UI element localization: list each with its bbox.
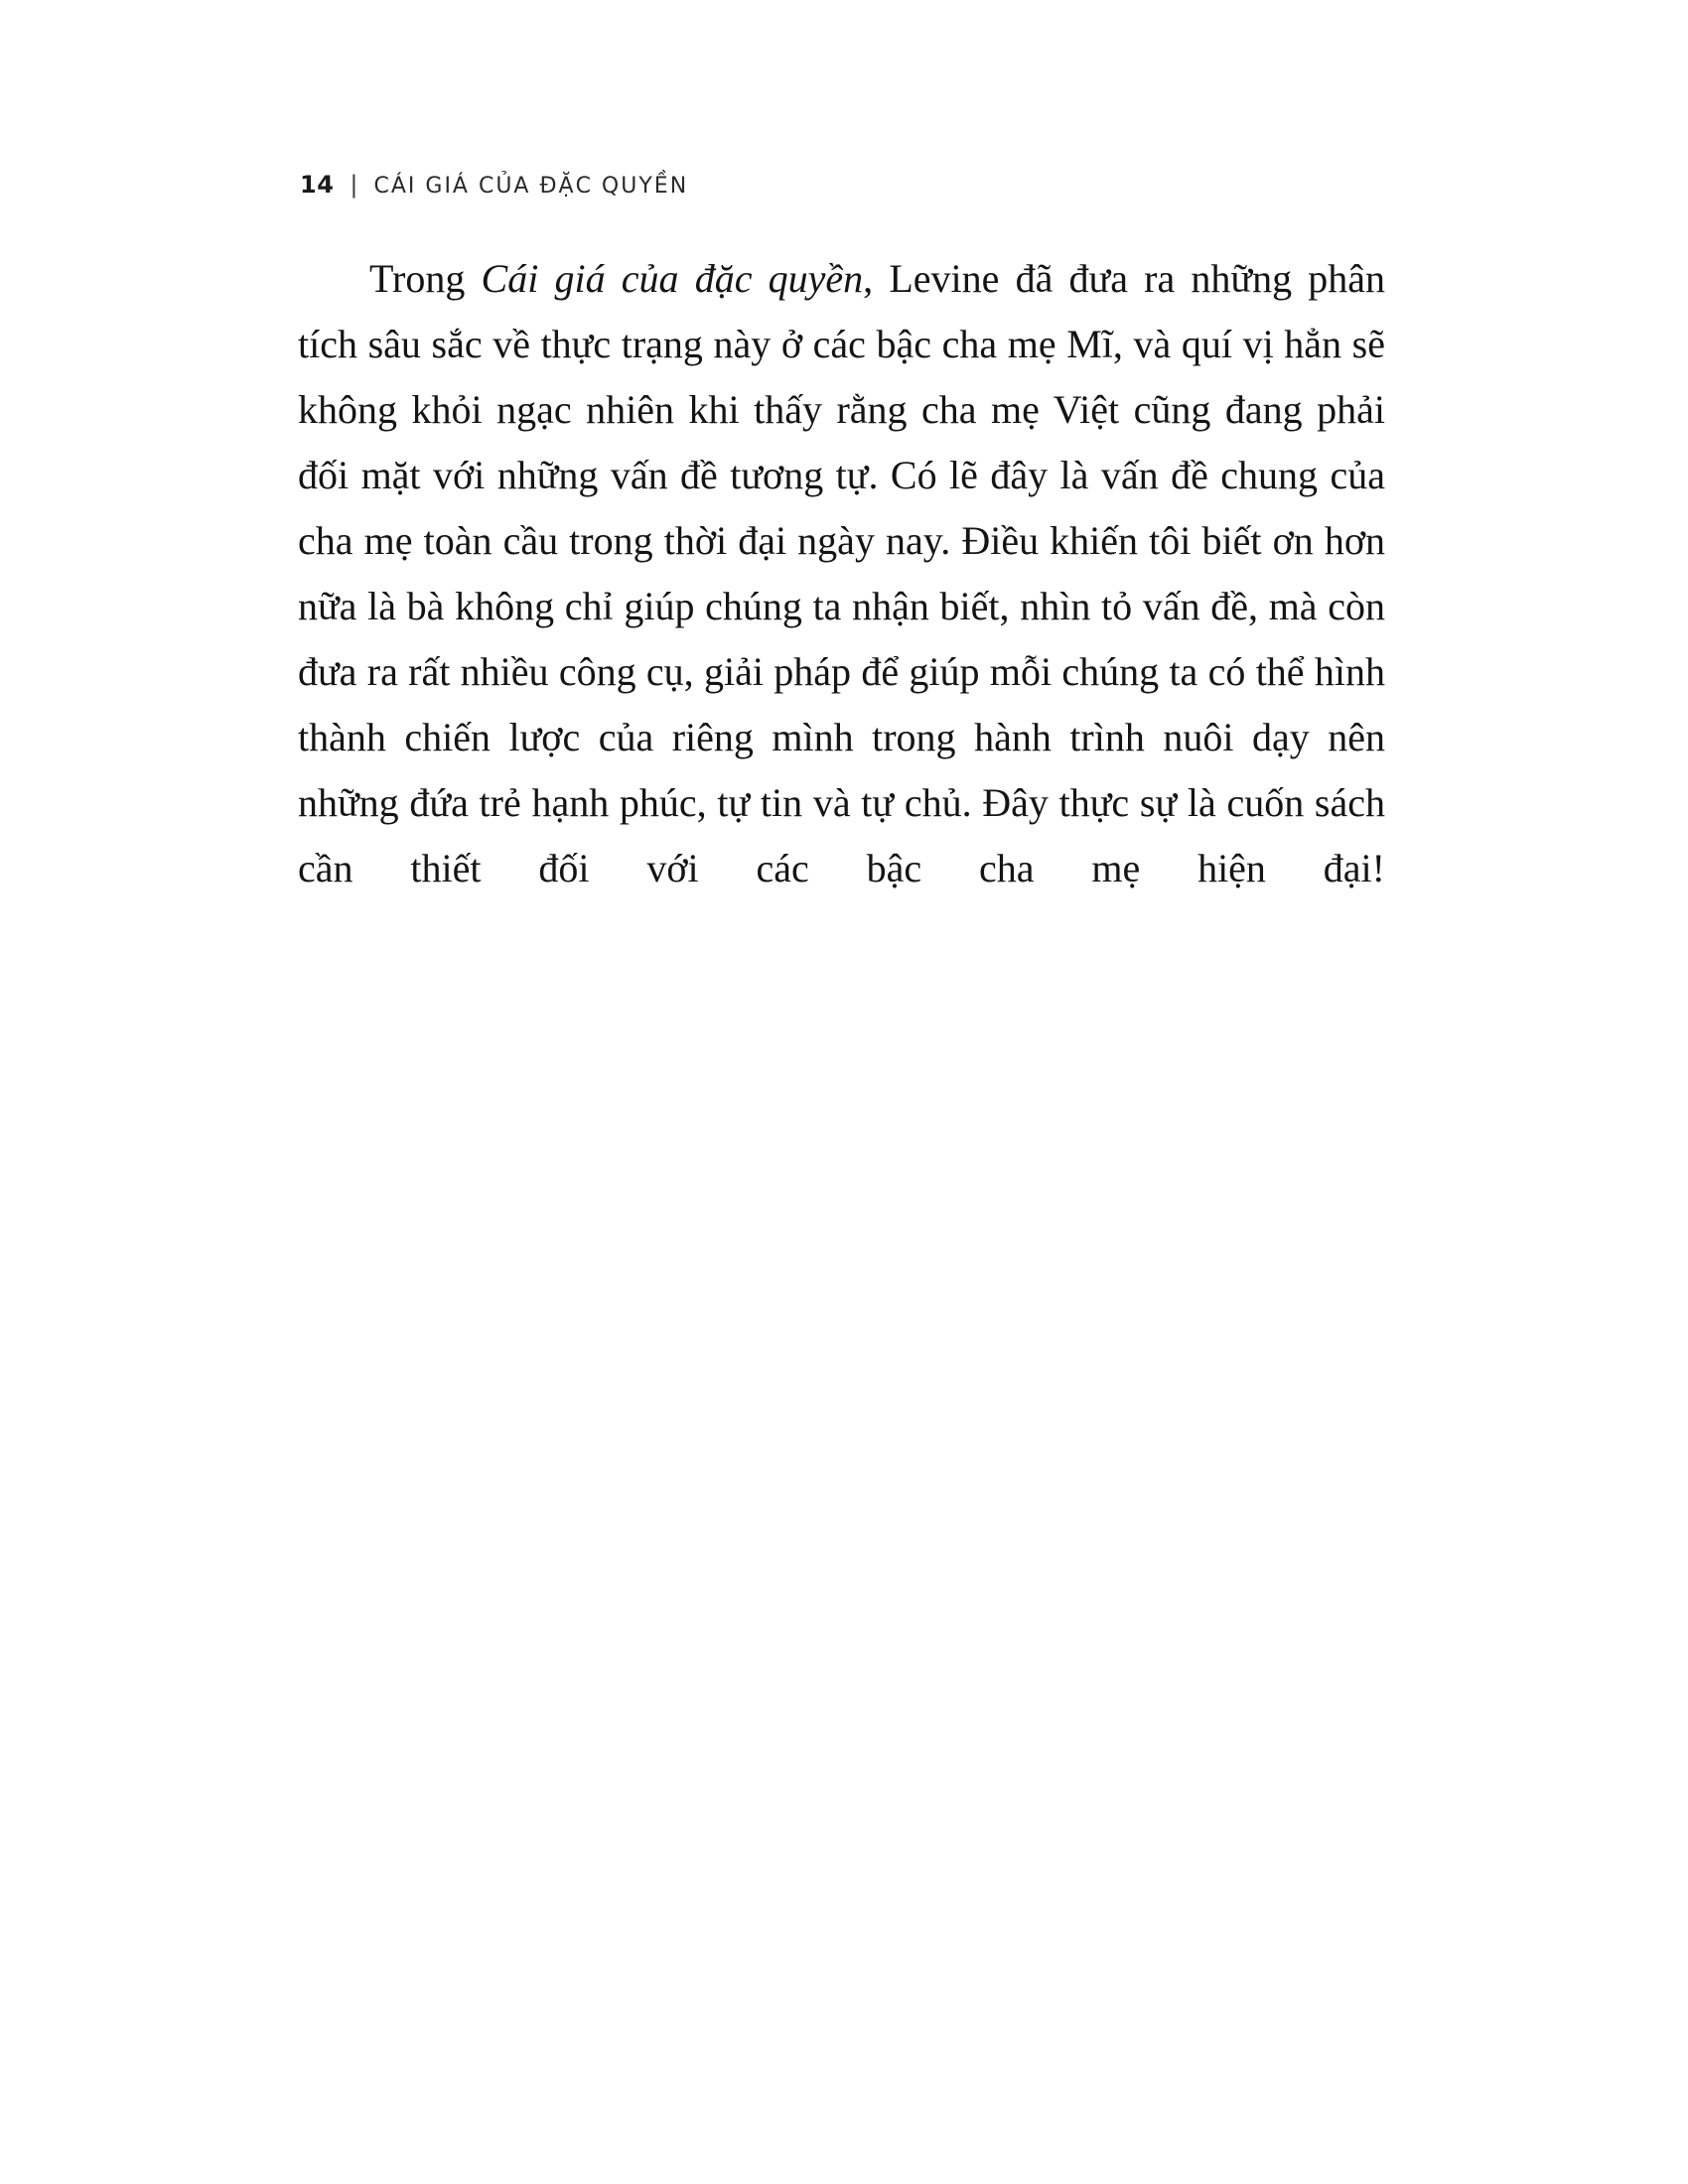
paragraph bbox=[298, 246, 1385, 967]
running-head-separator: | bbox=[350, 171, 358, 199]
paragraph-rest: , Levine đã đưa ra những phân tích sâu sắc về thực trạng này ở các bậc cha mẹ Mĩ, và quí vị hẳn sẽ không khỏi ngạc nhiên khi thấy rằng cha mẹ Việt cũng đang phải đối mặt với những vấn đề tương tự. Có lẽ đây là vấn đề chung của cha mẹ toàn cầu trong thời đại ngày nay. Điều khiến tôi biết ơn hơn nữa là bà không chỉ giúp chúng ta nhận biết, nhìn tỏ vấn đề, mà còn đưa ra rất nhiều công cụ, giải pháp để giúp mỗi chúng ta có thể hình thành chiến lược của riêng mình trong hành trình nuôi dạy nên những đứa trẻ hạnh phúc, tự tin và tự chủ. Đây thực sự là cuốn sách cần thiết đối với các bậc cha mẹ hiện đại! bbox=[298, 256, 1385, 890]
book-title-italic: Cái giá của đặc quyền bbox=[481, 256, 864, 301]
body-text-block bbox=[298, 246, 1385, 967]
running-head bbox=[300, 171, 688, 199]
page-number: 14 bbox=[300, 171, 335, 199]
running-head-title: CÁI GIÁ CỦA ĐẶC QUYỀN bbox=[373, 174, 689, 199]
paragraph-lead: Trong bbox=[369, 256, 482, 301]
